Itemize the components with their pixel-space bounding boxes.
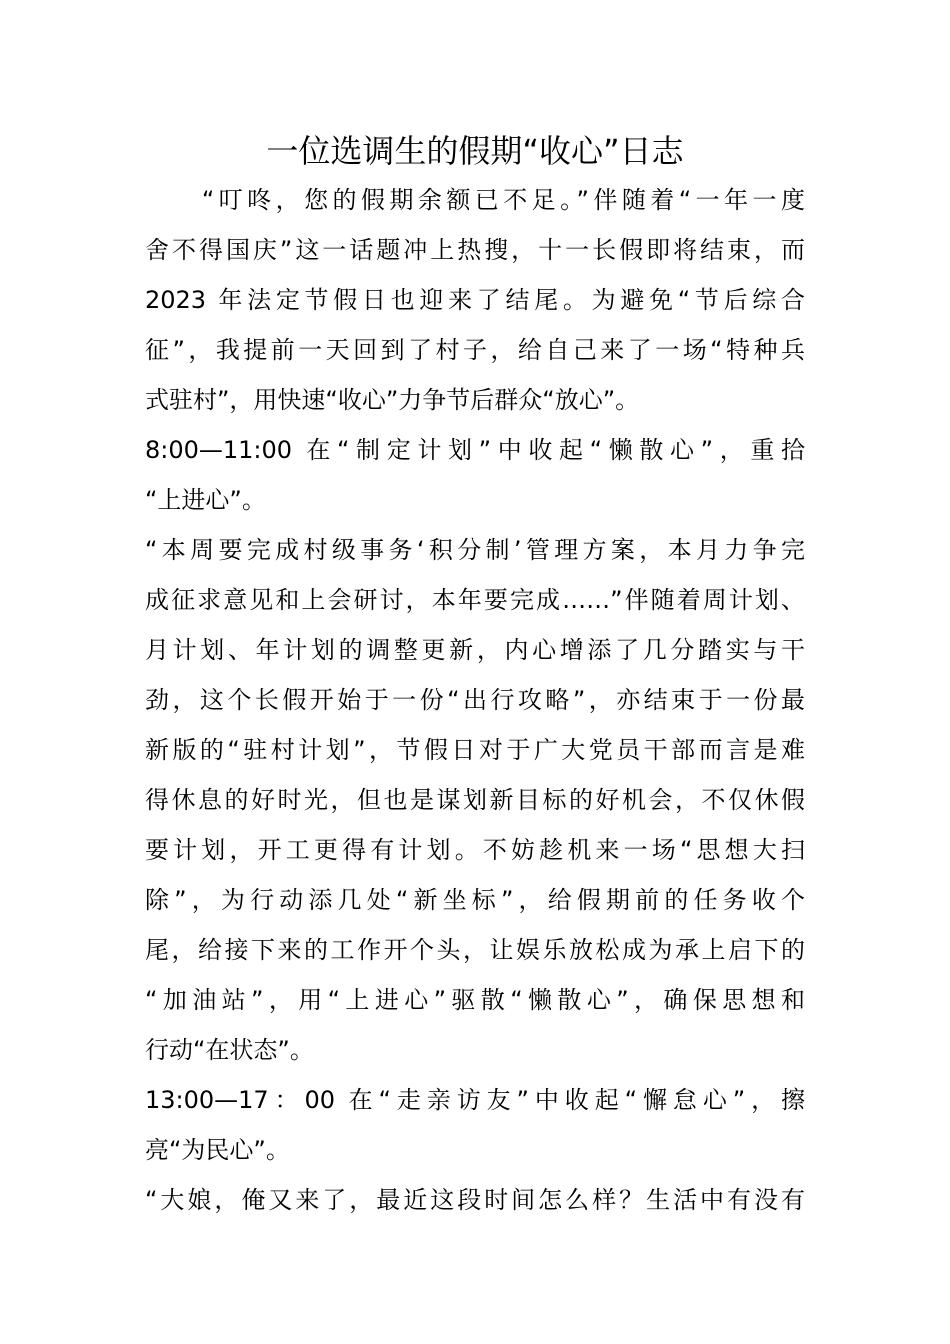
body-line: 成征求意见和上会研讨，本年要完成……”伴随着周计划、 [145, 586, 805, 614]
body-line: 除”，为行动添几处“新坐标”，给假期前的任务收个 [145, 886, 805, 914]
body-line: 要计划，开工更得有计划。不妨趁机来一场“思想大扫 [145, 836, 805, 864]
body-line: 舍不得国庆”这一话题冲上热搜，十一长假即将结束，而 [145, 236, 805, 264]
body-line: 月计划、年计划的调整更新，内心增添了几分踏实与干 [145, 636, 805, 664]
body-line: “叮咚，您的假期余额已不足。”伴随着“一年一度 [145, 186, 805, 214]
document-title: 一位选调生的假期“收心”日志 [266, 132, 684, 170]
body-line: 行动“在状态”。 [145, 1036, 314, 1064]
body-line: 征”，我提前一天回到了村子，给自己来了一场“特种兵 [145, 336, 805, 364]
body-line: 新版的“驻村计划”，节假日对于广大党员干部而言是难 [145, 736, 805, 764]
body-line: “大娘，俺又来了，最近这段时间怎么样？生活中有没有 [145, 1186, 805, 1214]
section-heading-line: “上进心”。 [145, 486, 266, 514]
body-line: 得休息的好时光，但也是谋划新目标的好机会，不仅休假 [145, 786, 805, 814]
body-line: 式驻村”，用快速“收心”力争节后群众“放心”。 [145, 386, 640, 414]
section-heading-line: 亮“为民心”。 [145, 1136, 290, 1164]
section-heading-line: 13:00—17：00 在“走亲访友”中收起“懈怠心”，擦 [145, 1086, 805, 1114]
body-line: “加油站”，用“上进心”驱散“懒散心”，确保思想和 [145, 986, 805, 1014]
body-line: 尾，给接下来的工作开个头，让娱乐放松成为承上启下的 [145, 936, 805, 964]
body-line: 2023 年法定节假日也迎来了结尾。为避免“节后综合 [145, 286, 805, 314]
body-line: “本周要完成村级事务‘积分制’管理方案，本月力争完 [145, 536, 805, 564]
body-line: 劲，这个长假开始于一份“出行攻略”，亦结束于一份最 [145, 686, 805, 714]
section-heading-line: 8:00—11:00 在“制定计划”中收起“懒散心”，重拾 [145, 436, 805, 464]
